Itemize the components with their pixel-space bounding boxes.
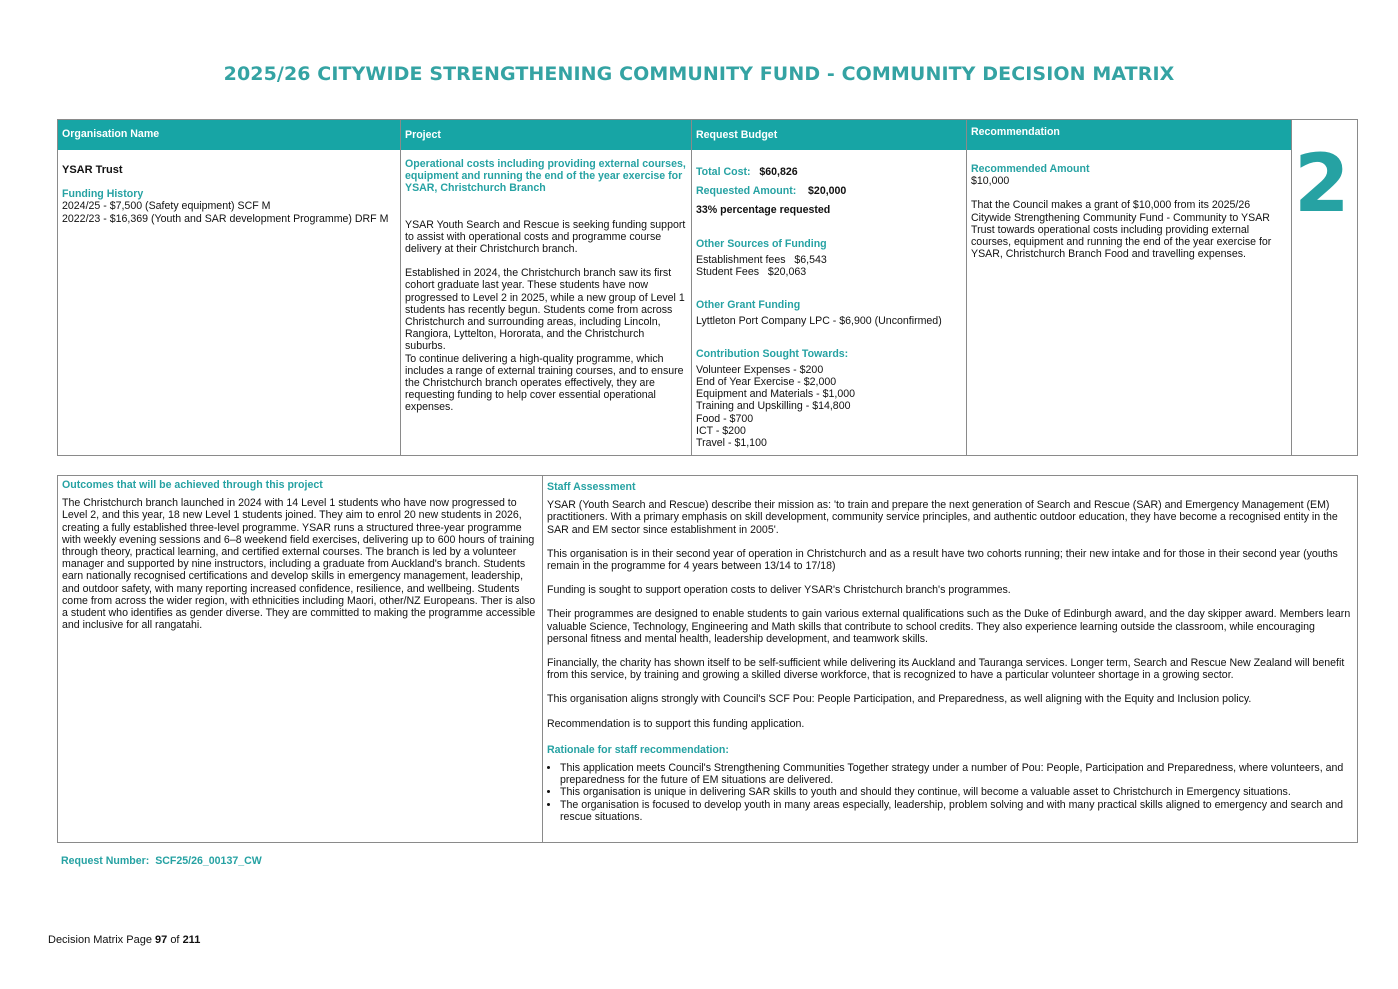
project-column [401, 120, 692, 455]
other-source-item: Establishment fees $6,543 [696, 253, 827, 266]
contribution-label: Contribution Sought Towards: [696, 347, 849, 360]
total-cost-value: $60,826 [759, 166, 798, 178]
organisation-column [58, 120, 401, 455]
recommended-amount-value: $10,000 [971, 175, 1010, 188]
other-grant-label: Other Grant Funding [696, 299, 801, 312]
priority-number: 2 [1294, 137, 1350, 230]
staff-paragraph: This organisation is in their second year of operation in Christchurch and as a result have two cohorts running; their new intake and for those in their second year (youths remain in the programme for 4 years between 13/14 to 17/18) [547, 547, 1338, 573]
funding-history-item: 2022/23 - $16,369 (Youth and SAR development Programme) DRF M [62, 212, 389, 225]
organisation-name: YSAR Trust [62, 164, 123, 176]
contribution-item: Equipment and Materials - $1,000 [696, 388, 855, 401]
contribution-item: Travel - $1,100 [696, 437, 767, 450]
request-number [61, 855, 262, 867]
other-grant-item: Lyttleton Port Company LPC - $6,900 (Unconfirmed) [696, 315, 942, 328]
rationale-label: Rationale for staff recommendation: [547, 743, 729, 756]
contribution-item: End of Year Exercise - $2,000 [696, 376, 837, 389]
other-sources-label: Other Sources of Funding [696, 237, 827, 250]
footer-total: 211 [182, 934, 201, 946]
page-footer [48, 934, 200, 946]
staff-paragraph: Funding is sought to support operation costs to deliver YSAR's Christchurch branch's programmes. [547, 584, 1011, 597]
request-number-label: Request Number: [61, 855, 150, 867]
staff-paragraph: Financially, the charity has shown itself to be self-sufficient while delivering its Auckland and Tauranga services. Longer term, Search and Rescue New Zealand will benefit from this service, by training and growing a skilled diverse workforce, that is recognized to have a particular volunteer shortage in a growing sector. [547, 657, 1345, 682]
rationale-item: • This organisation is unique in delivering SAR skills to youth and should they continue, will become a valuable asset to Christchurch in Emergency situations. [560, 786, 1353, 798]
project-title: Operational costs including providing external courses, equipment and running the end of the year exercise for YSAR, Christchurch Branch [405, 158, 686, 195]
other-source-item: Student Fees $20,063 [696, 266, 807, 279]
rationale-item: • This application meets Council's Strengthening Communities Together strategy under a number of Pou: People, Participation and Preparedness, where volunteers, and preparedness for the future of EM situations are delivered. [560, 762, 1353, 786]
staff-assessment-label: Staff Assessment [547, 481, 636, 493]
contribution-item: ICT - $200 [696, 424, 746, 437]
staff-paragraph: Their programmes are designed to enable students to gain various external qualifications such as the Duke of Edinburgh award, and the day skipper award. Members learn valuable Science, Technology, Engineering and Math skills that contribute to school credits. They also experience learning outside the classroom, while encouraging personal fitness and mental health, leadership development, and teamwork skills. [547, 608, 1351, 645]
requested-amount-value: $20,000 [808, 185, 847, 198]
contribution-item: Training and Upskilling - $14,800 [696, 400, 851, 413]
request-number-value: SCF25/26_00137_CW [155, 855, 262, 867]
project-header: Project [401, 120, 691, 150]
assessment-table [57, 475, 1358, 843]
footer-page: 97 [155, 934, 168, 946]
rationale-list [547, 762, 1353, 823]
budget-header: Request Budget [692, 120, 966, 150]
outcomes-label: Outcomes that will be achieved through this project [62, 479, 323, 491]
decision-table [57, 119, 1358, 456]
budget-column [692, 120, 967, 455]
staff-assessment-cell [543, 476, 1357, 842]
organisation-header: Organisation Name [58, 120, 400, 150]
outcomes-text: The Christchurch branch launched in 2024 with 14 Level 1 students who have now progressed to Level 2, and this year, 18 new Level 1 students joined. They aim to enrol 20 new students in 2026, creating a fully established three-level programme. YSAR runs a structured three-year programme with weekly evening sessions and 6–8 weekend field exercises, delivering up to 600 hours of training through theory, practical learning, and certified external courses. The branch is led by a volunteer manager and supported by nine instructors, including a graduate from Auckland's branch. Students earn nationally recognised certifications and develop skills in emergency management, leadership, and outdoor safety, with many reporting increased confidence, resilience, and wellbeing. Students come from across the wider region, with ethnicities including Maori, other/NZ Europeans. Ther is also a student who identifies as gender diverse. They are committed to making the programme accessible and inclusive for all rangatahi. [62, 497, 536, 632]
staff-paragraph: YSAR (Youth Search and Rescue) describe their mission as: 'to train and prepare the next generation of Search and Rescue (SAR) and Emergency Management (EM) practitioners. With a primary emphasis on skill development, community service principles, and authentic outdoor education, they have become a recognised entity in the SAR and EM sector since establishment in 2005'. [547, 499, 1338, 536]
footer-of: of [170, 934, 180, 946]
footer-prefix: Decision Matrix Page [48, 934, 152, 946]
percentage-requested: 33% percentage requested [696, 204, 831, 217]
priority-column [1292, 120, 1357, 455]
total-cost-label: Total Cost: [696, 166, 751, 178]
rationale-item: • The organisation is focused to develop youth in many areas especially, leadership, problem solving and with many practical skills aligned to emergency and search and rescue situations. [560, 799, 1353, 823]
staff-paragraph: This organisation aligns strongly with Council's SCF Pou: People Participation, and Preparedness, as well aligning with the Equity and Inclusion policy. [547, 693, 1252, 706]
recommendation-text: That the Council makes a grant of $10,000 from its 2025/26 Citywide Strengthening Community Fund - Community to YSAR Trust towards operational costs including providing external courses, equipment and running the end of the year exercise for YSAR, Christchurch Branch Food and travelling expenses. [971, 199, 1272, 261]
contribution-item: Food - $700 [696, 412, 754, 425]
staff-paragraph: Recommendation is to support this funding application. [547, 717, 805, 730]
outcomes-cell [58, 476, 543, 842]
recommendation-column [967, 120, 1292, 455]
recommended-amount-label: Recommended Amount [971, 163, 1090, 175]
project-description: To continue delivering a high-quality programme, which includes a range of external training courses, and to ensure the Christchurch branch operates effectively, they are requesting funding to help cover essential operational expenses. [405, 352, 684, 414]
contribution-item: Volunteer Expenses - $200 [696, 363, 824, 376]
funding-history-item: 2024/25 - $7,500 (Safety equipment) SCF M [62, 200, 271, 213]
page-title: 2025/26 CITYWIDE STRENGTHENING COMMUNITY FUND - COMMUNITY DECISION MATRIX [223, 63, 1175, 85]
project-description: Established in 2024, the Christchurch branch saw its first cohort graduate last year. These students have now progressed to Level 2 in 2025, while a new group of Level 1 students has recently begun. Students come from across Christchurch and surrounding areas, including Lincoln, Rangiora, Lyttelton, Hororata, and the Christchurch suburbs. [405, 267, 685, 353]
funding-history-label: Funding History [62, 188, 144, 201]
recommendation-header: Recommendation [967, 120, 1291, 150]
requested-amount-label: Requested Amount: [696, 185, 797, 198]
project-description: YSAR Youth Search and Rescue is seeking funding support to assist with operational costs and programme course delivery at their Christchurch branch. [405, 218, 686, 256]
